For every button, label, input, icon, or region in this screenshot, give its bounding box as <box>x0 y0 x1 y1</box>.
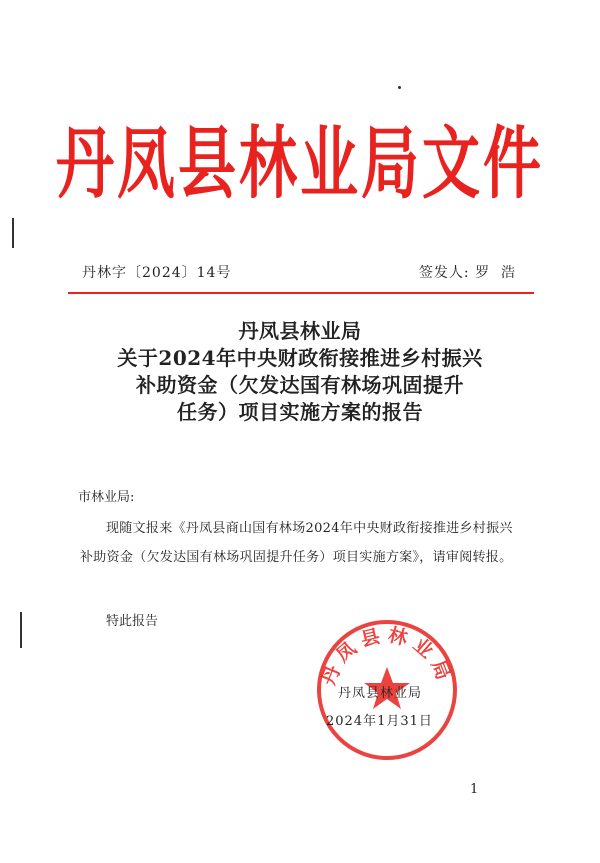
scan-edge-mark <box>20 612 22 648</box>
title-line-4: 任务）项目实施方案的报告 <box>177 400 423 424</box>
seal-text: 丹凤县林业局 <box>317 624 457 689</box>
scan-dot <box>398 86 401 89</box>
closing-remark: 特此报告 <box>106 614 159 629</box>
signature-org: 丹凤县林业局 <box>338 686 423 701</box>
addressee: 市林业局: <box>78 490 135 505</box>
title-line-2: 关于2024年中央财政衔接推进乡村振兴 <box>117 346 483 370</box>
document-title <box>60 318 540 426</box>
signer-name: 罗 浩 <box>475 265 516 281</box>
red-header-title: 丹凤县林业局文件 <box>55 117 544 210</box>
body-paragraph: 现随文报来《丹凤县商山国有林场2024年中央财政衔接推进乡村振兴补助资金（欠发达国有林场巩固提升任务）项目实施方案》，请审阅转报。 <box>80 521 513 565</box>
title-line-1: 丹凤县林业局 <box>238 319 362 343</box>
document-number: 丹林字〔2024〕14号 <box>82 265 232 281</box>
signature-date: 2024年1月31日 <box>326 714 433 729</box>
red-divider-line <box>68 292 534 294</box>
title-line-3: 补助资金（欠发达国有林场巩固提升 <box>136 373 464 397</box>
scan-edge-mark <box>12 218 14 248</box>
signer-line <box>419 262 516 282</box>
signer-label: 签发人: <box>418 265 470 281</box>
page-number: 1 <box>470 782 479 797</box>
